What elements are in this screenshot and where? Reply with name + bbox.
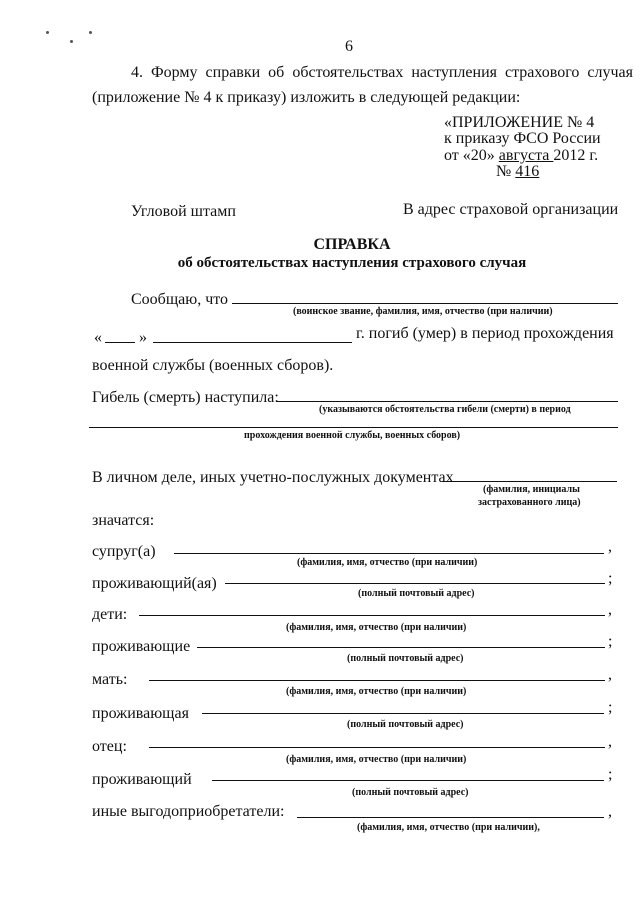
spouse-caption: (фамилия, имя, отчество (при наличии): [297, 557, 478, 568]
appendix-number-value: 416: [515, 163, 540, 180]
docs-caption-2: застрахованного лица): [478, 497, 581, 508]
address-label: В адрес страховой организации: [403, 201, 619, 218]
mother-living-label: проживающая: [92, 705, 189, 722]
father-label: отец:: [92, 738, 127, 755]
spouse-living-label: проживающий(ая): [92, 575, 217, 592]
service-text: военной службы (военных сборов).: [92, 357, 334, 374]
doc-title: СПРАВКА: [313, 236, 391, 253]
mother-comma: ,: [608, 666, 612, 683]
children-caption: (фамилия, имя, отчество (при наличии): [286, 622, 467, 633]
mother-address-caption: (полный почтовый адрес): [347, 719, 464, 730]
children-label: дети:: [92, 606, 128, 623]
other-comma: ,: [608, 803, 612, 820]
docs-field-line[interactable]: [442, 481, 617, 482]
docs-caption-1: (фамилия, инициалы: [483, 484, 580, 495]
children-field-line[interactable]: [139, 615, 605, 616]
children-address-line[interactable]: [197, 647, 605, 648]
children-living-label: проживающие: [92, 638, 191, 655]
spouse-field-line[interactable]: [174, 553, 604, 554]
death-label: Гибель (смерть) наступила:: [92, 389, 279, 406]
father-field-line[interactable]: [149, 747, 605, 748]
inform-field-line[interactable]: [232, 303, 618, 304]
death-caption-1: (указываются обстоятельства гибели (смерти) в период: [319, 404, 571, 415]
mother-semicolon: ;: [608, 699, 613, 716]
death-field-line-2[interactable]: [89, 427, 618, 428]
children-semicolon: ;: [608, 633, 613, 650]
intro-line-2: (приложение № 4 к приказу) изложить в следующей редакции:: [92, 89, 521, 106]
death-field-line[interactable]: [276, 401, 618, 402]
father-address-caption: (полный почтовый адрес): [352, 787, 469, 798]
father-comma: ,: [608, 733, 612, 750]
mother-caption: (фамилия, имя, отчество (при наличии): [286, 686, 467, 697]
scan-speck: [70, 40, 73, 43]
stamp-label: Угловой штамп: [131, 203, 236, 220]
mother-address-line[interactable]: [202, 713, 604, 714]
appendix-date-year: 2012 г.: [553, 147, 599, 164]
death-caption-2: прохождения военной службы, военных сборов): [244, 430, 461, 441]
docs-label: В личном деле, иных учетно-послужных документах: [92, 469, 454, 486]
date-day-line[interactable]: [105, 342, 135, 343]
appendix-date-month: августа: [498, 147, 554, 164]
spouse-address-line[interactable]: [225, 583, 605, 584]
father-semicolon: ;: [608, 766, 613, 783]
mother-label: мать:: [92, 671, 128, 688]
died-text: г. погиб (умер) в период прохождения: [356, 325, 614, 342]
father-living-label: проживающий: [92, 771, 192, 788]
date-month-year-line[interactable]: [153, 342, 352, 343]
doc-subtitle: об обстоятельствах наступления страхового случая: [177, 255, 527, 271]
appendix-number: [496, 163, 539, 181]
mother-field-line[interactable]: [149, 680, 605, 681]
date-close-quote: »: [139, 329, 147, 346]
other-caption: (фамилия, имя, отчество (при наличии),: [357, 822, 540, 833]
spouse-address-caption: (полный почтовый адрес): [358, 588, 475, 599]
page-number: 6: [345, 38, 353, 55]
children-address-caption: (полный почтовый адрес): [347, 653, 464, 664]
father-address-line[interactable]: [212, 780, 604, 781]
spouse-comma: ,: [608, 538, 612, 555]
appendix-title: «ПРИЛОЖЕНИЕ № 4: [444, 114, 595, 131]
spouse-label: супруг(а): [92, 543, 156, 560]
children-comma: ,: [608, 601, 612, 618]
inform-label: Сообщаю, что: [131, 291, 229, 308]
scan-speck: [46, 31, 49, 34]
spouse-semicolon: ;: [608, 570, 613, 587]
father-caption: (фамилия, имя, отчество (при наличии): [286, 754, 467, 765]
listed-label: значатся:: [92, 512, 155, 529]
inform-caption: (воинское звание, фамилия, имя, отчество (при наличии): [293, 306, 553, 317]
appendix-date-prefix: от «20»: [444, 147, 499, 164]
other-beneficiaries-line[interactable]: [297, 817, 604, 818]
other-beneficiaries-label: иные выгодоприобретатели:: [92, 803, 285, 820]
scan-speck: [89, 31, 92, 34]
date-open-quote: «: [94, 329, 102, 346]
intro-line-1: 4. Форму справки об обстоятельствах наступления страхового случая: [131, 64, 633, 81]
appendix-number-prefix: №: [496, 163, 516, 180]
appendix-order: к приказу ФСО России: [444, 130, 601, 147]
